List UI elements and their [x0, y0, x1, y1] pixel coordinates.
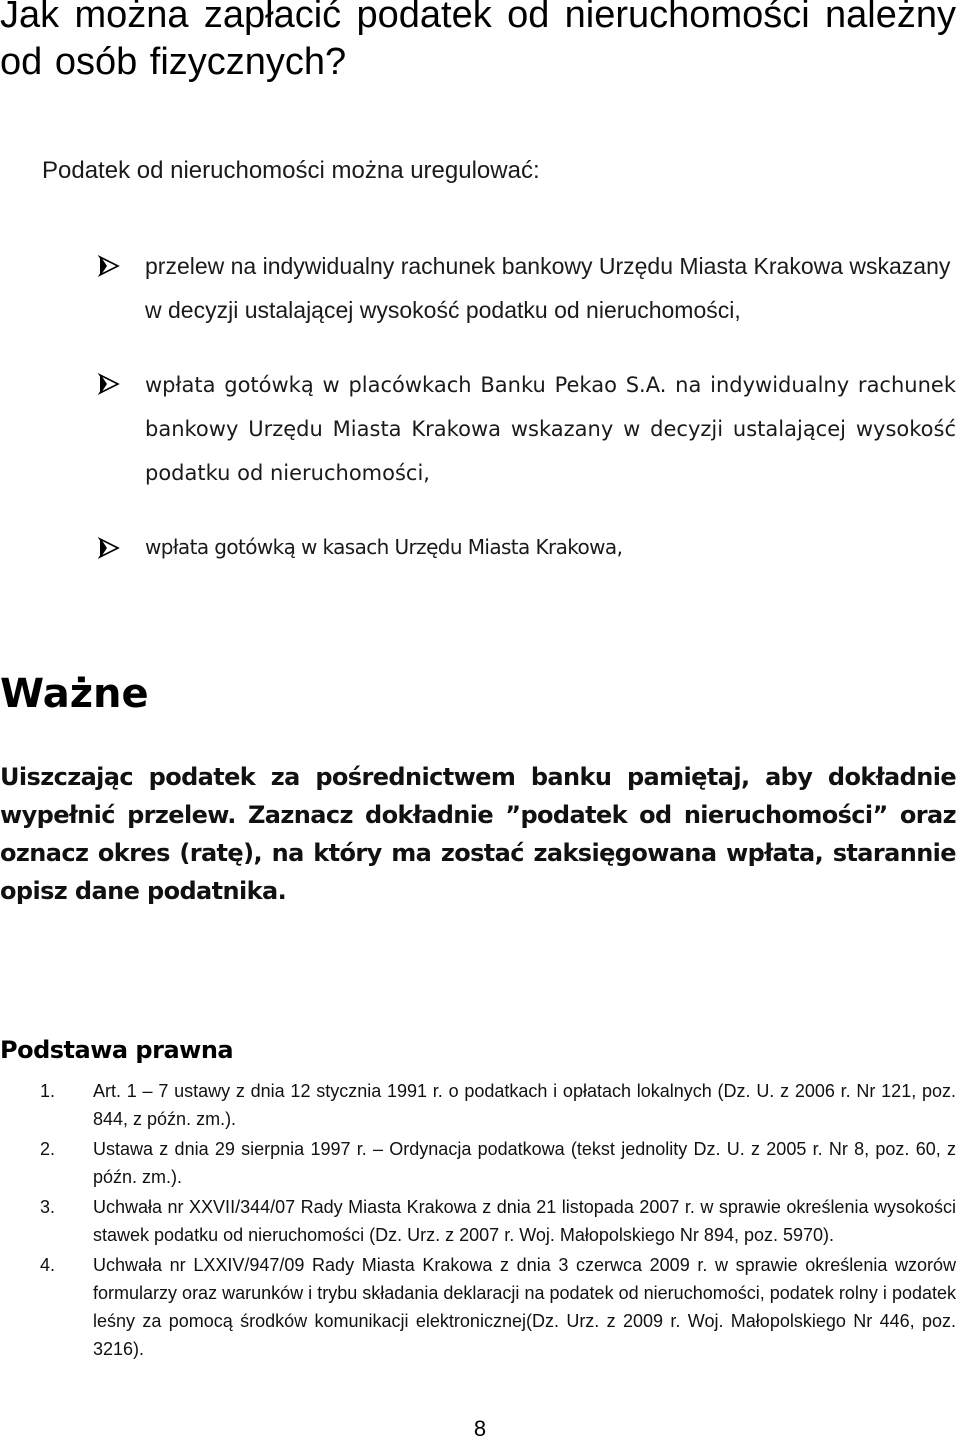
legal-basis-item: [0, 1193, 956, 1249]
arrowhead-bullet-icon: [98, 255, 120, 277]
intro-text: Podatek od nieruchomości można uregulować:: [42, 157, 540, 184]
notice-heading: Ważne: [0, 671, 149, 717]
legal-basis-item: [0, 1135, 956, 1191]
legal-basis-text: Ustawa z dnia 29 sierpnia 1997 r. – Ordynacja podatkowa (tekst jednolity Dz. U. z 2005 r. Nr 8, poz. 60, z późn. zm.).: [93, 1139, 956, 1187]
page-title: Jak można zapłacić podatek od nieruchomości należny od osób fizycznych?: [0, 0, 956, 83]
payment-method-text: wpłata gotówką w placówkach Banku Pekao S.A. na indywidualny rachunek bankowy Urzędu Miasta Krakowa wskazany w decyzji ustalającej wysokość podatku od nieruchomości,: [145, 373, 956, 485]
page-number: 8: [473, 1416, 487, 1441]
arrowhead-bullet-icon: [98, 537, 120, 559]
legal-basis-text: Art. 1 – 7 ustawy z dnia 12 stycznia 1991 r. o podatkach i opłatach lokalnych (Dz. U. z 2006 r. Nr 121, poz. 844, z późn. zm.).: [93, 1081, 956, 1129]
legal-basis-number: 3.: [40, 1197, 56, 1217]
legal-basis-text: Uchwała nr LXXIV/947/09 Rady Miasta Krakowa z dnia 3 czerwca 2009 r. w sprawie określenia wzorów formularzy oraz warunków i trybu składania deklaracji na podatek od nieruchomości, podatek rolny i podatek leśny za pomocą środków komunikacji elektronicznej(Dz. Urz. z 2009 r. Woj. Małopolskiego Nr 446, poz. 3216).: [93, 1255, 956, 1359]
payment-method-bank-transfer: [145, 244, 956, 332]
arrowhead-bullet-icon: [98, 373, 120, 395]
legal-basis-number: 2.: [40, 1139, 56, 1159]
legal-basis-number: 1.: [40, 1081, 56, 1101]
legal-basis-item: [0, 1077, 956, 1133]
legal-basis-list: [0, 1077, 956, 1365]
payment-method-text: przelew na indywidualny rachunek bankowy Urzędu Miasta Krakowa wskazany w decyzji ustalającej wysokość podatku od nieruchomości,: [145, 253, 951, 323]
payment-method-office-cash: [145, 527, 956, 567]
payment-method-text: wpłata gotówką w kasach Urzędu Miasta Krakowa,: [145, 535, 623, 559]
legal-basis-item: [0, 1251, 956, 1363]
legal-basis-text: Uchwała nr XXVII/344/07 Rady Miasta Krakowa z dnia 21 listopada 2007 r. w sprawie określenia wysokości stawek podatku od nieruchomości (Dz. Urz. z 2007 r. Woj. Małopolskiego Nr 894, poz. 5970).: [93, 1197, 956, 1245]
legal-basis-number: 4.: [40, 1255, 56, 1275]
notice-text: Uiszczając podatek za pośrednictwem banku pamiętaj, aby dokładnie wypełnić przelew. Zaznacz dokładnie ”podatek od nieruchomości” oraz oznacz okres (ratę), na który ma zostać zaksięgowana wpłata, starannie opisz dane podatnika.: [0, 763, 956, 905]
payment-method-bank-cash: [145, 363, 956, 495]
legal-basis-heading: Podstawa prawna: [0, 1036, 234, 1064]
